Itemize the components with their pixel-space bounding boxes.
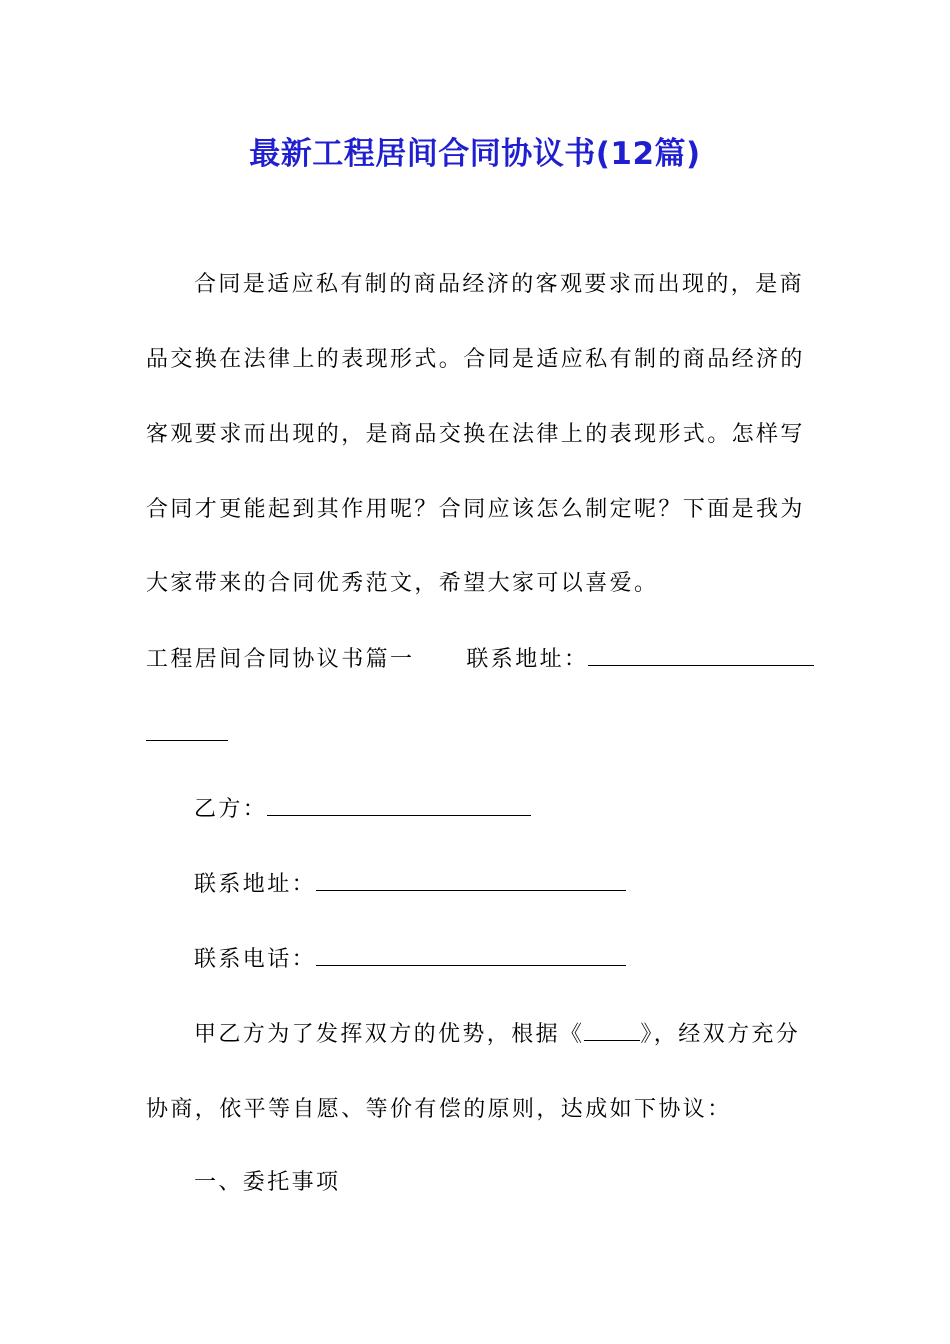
contact-phone-row [194, 945, 626, 975]
contact-address-blank-2 [316, 870, 626, 891]
party-b-blank [267, 795, 531, 816]
contact-address-blank-continuation [146, 720, 228, 741]
contact-address-label-1: 联系地址： [466, 647, 589, 672]
agreement-line-2: 协商，依平等自愿、等价有偿的原则，达成如下协议： [146, 1097, 732, 1122]
document-title: 最新工程居间合同协议书(12篇) [249, 136, 701, 172]
contact-phone-label: 联系电话： [194, 947, 317, 972]
intro-line-2: 品交换在法律上的表现形式。合同是适应私有制的商品经济的 [146, 347, 805, 372]
intro-line-5: 大家带来的合同优秀范文，希望大家可以喜爱。 [146, 571, 659, 596]
party-b-row [194, 795, 531, 825]
section-heading-row [146, 645, 814, 675]
intro-line-1: 合同是适应私有制的商品经济的客观要求而出现的，是商 [194, 272, 805, 297]
agreement-line-1 [194, 1020, 800, 1050]
agreement-line-1-end: 》，经双方充分 [640, 1022, 801, 1047]
clause-1-heading: 一、委托事项 [194, 1170, 341, 1195]
law-name-blank [584, 1020, 640, 1041]
contact-address-label-2: 联系地址： [194, 872, 317, 897]
contact-phone-blank [316, 945, 626, 966]
contact-address-blank-1 [588, 645, 814, 666]
intro-line-4: 合同才更能起到其作用呢？合同应该怎么制定呢？下面是我为 [146, 497, 805, 522]
intro-line-3: 客观要求而出现的，是商品交换在法律上的表现形式。怎样写 [146, 422, 805, 447]
contact-address-blank-continuation-row [146, 720, 228, 750]
contact-address-row-2 [194, 870, 626, 900]
section-heading: 工程居间合同协议书篇一 [146, 647, 415, 672]
party-b-label: 乙方： [194, 797, 268, 822]
agreement-line-1-start: 甲乙方为了发挥双方的优势，根据《 [194, 1022, 585, 1047]
